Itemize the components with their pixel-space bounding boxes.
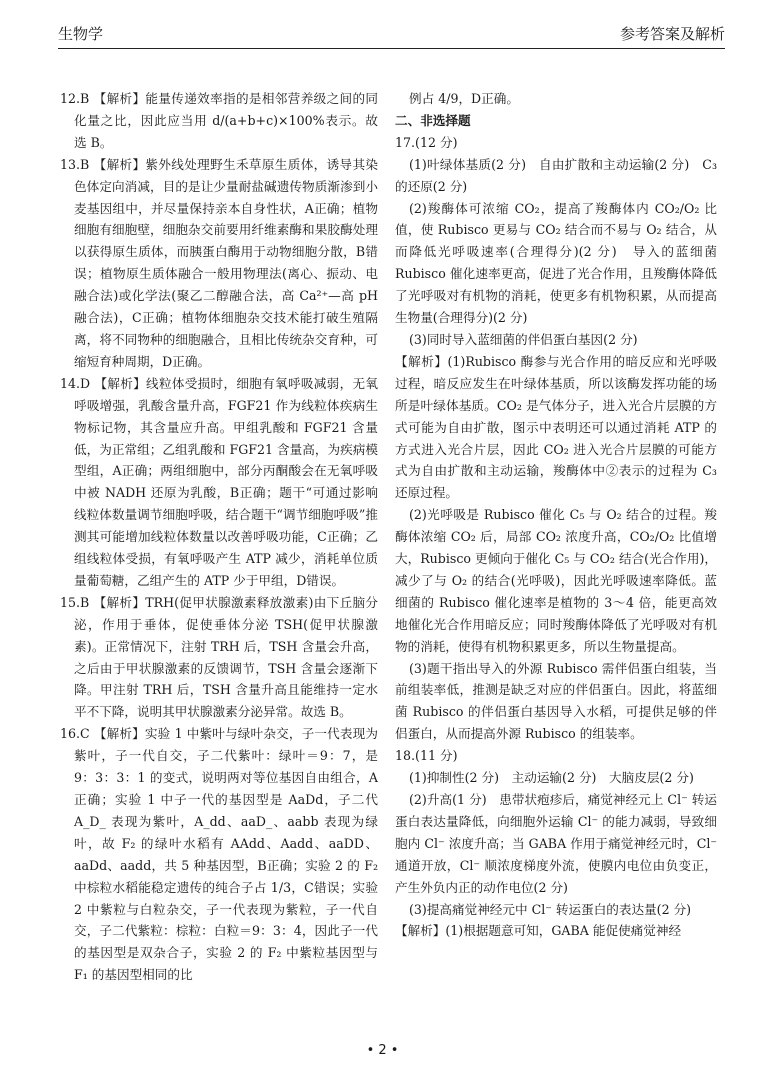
answer-16-end: 例占 4/9，D正确。 — [409, 91, 519, 106]
right-column — [395, 88, 717, 942]
q18-analysis: 【解析】(1)根据题意可知，GABA 能促使痛觉神经 — [395, 923, 682, 939]
q17-analysis-3: (3)题干指出导入的外源 Rubisco 需伴侣蛋白组装，当前组装率低，推测是缺乏对应的伴侣蛋白。因此，将蓝细菌 Rubisco 的伴侣蛋白基因导入水稻，可提供足够的伴侣蛋白，从而提高外源 Rubisco 的组装率。 — [395, 660, 717, 742]
page-header — [58, 14, 725, 49]
answer-14: 14.D 【解析】线粒体受损时，细胞有氧呼吸减弱，无氧呼吸增强，乳酸含量升高，FGF21 作为线粒体疾病生物标记物，其含量应升高。甲组乳酸和 FGF21 含量低，为正常组；乙组乳酸和 FGF21 含量高，为疾病模型组，A正确；两组细胞中，部分丙酮酸会在无氧呼吸中被 NADH 还原为乳酸，B正确；题干“可通过影响线粒体数量调节细胞呼吸，结合题干“调节细胞呼吸”推测其可能增加线粒体数量以改善呼吸功能，C正确；乙组线粒体受损，有氧呼吸产生 ATP 减少，消耗单位质量葡萄糖，乙组产生的 ATP 少于甲组，D错误。 — [60, 375, 378, 588]
q17-analysis-1: 【解析】(1)Rubisco 酶参与光合作用的暗反应和光呼吸过程，暗反应发生在叶绿体基质，所以该酶发挥功能的场所是叶绿体基质。CO₂ 是气体分子，进入光合片层膜的方式可能为自由扩散，图示中表明还可以通过消耗 ATP 的方式进入光合片层，因此 CO₂ 进入光合片层膜的可能方式为自由扩散和主动运输，羧酶体中②表示的过程为 C₃ 还原过程。 — [395, 353, 717, 501]
header-title: 参考答案及解析 — [619, 25, 725, 43]
q18-answer-3: (3)提高痛觉神经元中 Cl⁻ 转运蛋白的表达量(2 分) — [409, 901, 692, 917]
q18-answer-1: (1)抑制性(2 分) 主动运输(2 分) 大脑皮层(2 分) — [409, 770, 694, 786]
answer-16: 16.C 【解析】实验 1 中紫叶与绿叶杂交，子一代表现为紫叶，子一代自交，子二代紫叶：绿叶＝9：7，是 9：3：3：1 的变式，说明两对等位基因自由组合，A正确；实验 1 中子一代的基因型是 AaDd，子二代 A_D_ 表现为紫叶，A_dd、aaD_、aabb 表现为绿叶，故 F₂ 的绿叶水稻有 AAdd、Aadd、aaDD、aaDd、aadd，共 5 种基因型，B正确；实验 2 的 F₂ 中棕粒水稻能稳定遗传的纯合子占 1/3，C错误；实验 2 中紫粒与白粒杂交，子一代表现为紫粒，子一代自交，子二代紫粒：棕粒：白粒＝9：3：4，因此子一代的基因型是双杂合子，实验 2 的 F₂ 中紫粒基因型与 F₁ 的基因型相同的比 — [60, 726, 378, 983]
question-17-score: 17.(12 分) — [395, 134, 458, 150]
q17-analysis-2: (2)光呼吸是 Rubisco 催化 C₅ 与 O₂ 结合的过程。羧酶体浓缩 CO₂ 后，局部 CO₂ 浓度升高，CO₂/O₂ 比值增大，Rubisco 更倾向于催化 C₅ 与 CO₂ 结合(光合作用)，减少了与 O₂ 的结合(光呼吸)，因此光呼吸速率降低。蓝细菌的 Rubisco 催化速率是植物的 3～4 倍，能更高效地催化光合作用暗反应；同时羧酶体降低了光呼吸对有机物的消耗，使得有机物积累更多，所以生物量提高。 — [395, 507, 717, 654]
section-heading: 二、非选择题 — [395, 112, 471, 128]
answer-12: 12.B 【解析】能量传递效率指的是相邻营养级之间的同化量之比，因此应当用 d/(a+b+c)×100%表示。故选 B。 — [60, 91, 378, 150]
page-number: • 2 • — [366, 1043, 399, 1058]
left-column — [60, 88, 378, 986]
header-subject: 生物学 — [58, 25, 104, 43]
q17-answer-2: (2)羧酶体可浓缩 CO₂，提高了羧酶体内 CO₂/O₂ 比值，使 Rubisco 更易与 CO₂ 结合而不易与 O₂ 结合，从而降低光呼吸速率(合理得分)(2 分) 导入的蓝细菌 Rubisco 催化速率更高，促进了光合作用，且羧酶体降低了光呼吸对有机物的消耗，使更多有机物积累，从而提高生物量(合理得分)(2 分) — [395, 200, 717, 326]
answer-13: 13.B 【解析】紫外线处理野生禾草原生质体，诱导其染色体定向消减，目的是让少量耐盐碱遗传物质渐渗到小麦基因组中，并尽量保持亲本自身性状，A正确；植物细胞有细胞壁，细胞杂交前要用纤维素酶和果胶酶处理以获得原生质体，而胰蛋白酶用于动物细胞分散，B错误；植物原生质体融合一般用物理法(离心、振动、电融合法)或化学法(聚乙二醇融合法，高 Ca²⁺—高 pH 融合法)，C正确；植物体细胞杂交技术能打破生殖隔离，将不同物种的细胞融合，且相比传统杂交育种，可缩短育种周期，D正确。 — [60, 156, 378, 369]
q17-answer-3: (3)同时导入蓝细菌的伴侣蛋白基因(2 分) — [409, 331, 638, 347]
answer-15: 15.B 【解析】TRH(促甲状腺激素释放激素)由下丘脑分泌，作用于垂体，促使垂体分泌 TSH(促甲状腺激素)。正常情况下，注射 TRH 后，TSH 含量会升高，之后由于甲状腺激素的反馈调节，TSH 含量会逐渐下降。甲注射 TRH 后，TSH 含量升高且能维持一定水平不下降，说明其甲状腺激素分泌异常。故选 B。 — [60, 594, 378, 720]
q17-answer-1: (1)叶绿体基质(2 分) 自由扩散和主动运输(2 分) C₃ 的还原(2 分) — [395, 156, 717, 194]
question-18-score: 18.(11 分) — [395, 748, 458, 764]
q18-answer-2: (2)升高(1 分) 患带状疱疹后，痛觉神经元上 Cl⁻ 转运蛋白表达量降低，向细胞外运输 Cl⁻ 的能力减弱，导致细胞内 Cl⁻ 浓度升高；当 GABA 作用于痛觉神经元时，Cl⁻ 通道开放，Cl⁻ 顺浓度梯度外流，使膜内电位由负变正，产生外负内正的动作电位(2 分) — [395, 792, 717, 895]
